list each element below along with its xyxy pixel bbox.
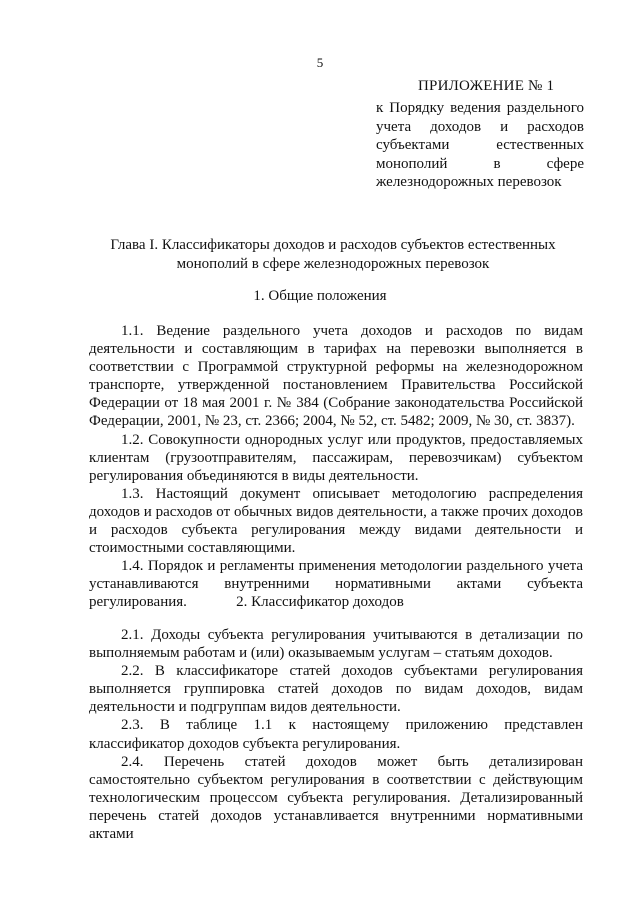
paragraph-1-2: 1.2. Совокупности однородных услуг или продуктов, предоставляемых клиентам (грузоотправителям, пассажирам, перевозчикам) субъектом регулирования объединяются в виды деятельности. — [89, 431, 583, 484]
section-2-heading: 2. Классификатор доходов — [236, 594, 404, 610]
chapter-title: Глава I. Классификаторы доходов и расходов субъектов естественных монополий в сфере железнодорожных перевозок — [110, 237, 556, 272]
paragraph-2-1: 2.1. Доходы субъекта регулирования учитываются в детализации по выполняемым работам и (или) оказываемым услугам – статьям доходов. — [89, 627, 583, 662]
section-2-body — [89, 626, 583, 843]
appendix-subtitle: к Порядку ведения раздельного учета доходов и расходов субъектами естественных монополий в сфере железнодорожных перевозок — [376, 100, 584, 191]
paragraph-1-4: 1.4. Порядок и регламенты применения методологии раздельного учета устанавливаются внутренними нормативными актами субъекта регулирования. — [89, 558, 583, 611]
paragraph-2-3: 2.3. В таблице 1.1 к настоящему приложению представлен классификатор доходов субъекта регулирования. — [89, 717, 583, 752]
page-number: 5 — [316, 55, 324, 70]
paragraph-2-2: 2.2. В классификаторе статей доходов субъектами регулирования выполняется группировка статей доходов по видам доходов, видам деятельности и подгруппам видов деятельности. — [89, 663, 583, 716]
paragraph-1-1: 1.1. Ведение раздельного учета доходов и расходов по видам деятельности и составляющим в тарифах на перевозки выполняется в соответствии с Программой структурной реформы на железнодорожном транспорте, утвержденной постановлением Правительства Российской Федерации от 18 мая 2001 г. № 384 (Собрание законодательства Российской Федерации, 2001, № 23, ст. 2366; 2004, № 52, ст. 5482; 2009, № 30, ст. 3837). — [89, 323, 583, 430]
section-1-heading: 1. Общие положения — [253, 288, 387, 304]
paragraph-2-4: 2.4. Перечень статей доходов может быть детализирован самостоятельно субъектом регулирования в соответствии с действующим технологическим процессом субъекта регулирования. Детализированный перечень статей доходов устанавливается внутренними нормативными актами — [89, 753, 583, 843]
paragraph-1-3: 1.3. Настоящий документ описывает методологию распределения доходов и расходов от обычных видов деятельности, а также прочих доходов и расходов субъекта регулирования между видами деятельности и стоимостными составляющими. — [89, 485, 583, 557]
section-1-body — [89, 322, 583, 612]
appendix-title: ПРИЛОЖЕНИЕ № 1 — [418, 78, 555, 94]
